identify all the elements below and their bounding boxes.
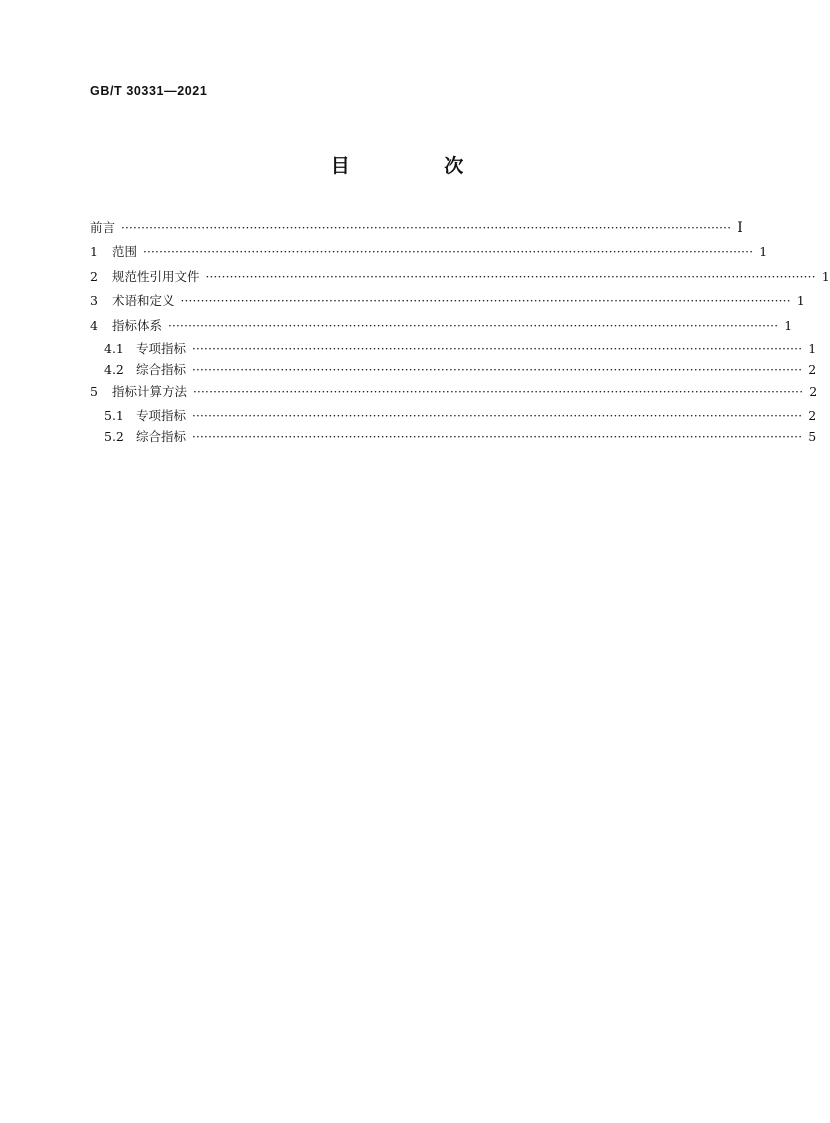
- table-of-contents: [90, 216, 830, 447]
- toc-page-number: 2: [808, 407, 817, 423]
- toc-entry-label: 指标体系: [112, 317, 163, 333]
- toc-page-number: 5: [808, 428, 817, 444]
- toc-leader-dots: ························································································································································: [205, 269, 816, 284]
- toc-entry-1[interactable]: [90, 240, 768, 265]
- toc-entry-number: 4.1: [104, 341, 124, 356]
- page-title: 目 次: [330, 155, 508, 177]
- toc-page-number: 1: [808, 341, 817, 356]
- toc-leader-dots: ························································································································································: [121, 221, 732, 235]
- toc-page-number: 1: [759, 244, 768, 259]
- toc-entry-label: 综合指标: [136, 362, 187, 377]
- toc-entry-5[interactable]: [90, 380, 818, 405]
- toc-page-number: 2: [808, 362, 817, 377]
- toc-page-number: 1: [796, 293, 805, 308]
- toc-entry-label: 专项指标: [136, 407, 187, 423]
- toc-entry-label: 术语和定义: [112, 293, 175, 308]
- toc-entry-label: 前言: [90, 220, 116, 235]
- toc-entry-foreword[interactable]: [90, 216, 743, 240]
- toc-entry-number: 5.2: [104, 428, 124, 444]
- toc-entry-label: 指标计算方法: [112, 384, 188, 399]
- toc-leader-dots: ························································································································································: [192, 363, 803, 377]
- toc-entry-4[interactable]: [90, 314, 793, 339]
- toc-page-number: 2: [809, 384, 818, 399]
- toc-leader-dots: ························································································································································: [192, 342, 803, 356]
- toc-leader-dots: ························································································································································: [168, 318, 779, 333]
- toc-entry-5-2[interactable]: [90, 426, 817, 447]
- toc-entry-number: 1: [90, 244, 98, 259]
- toc-page-number: 1: [784, 317, 793, 333]
- toc-page-number: 1: [821, 268, 830, 284]
- toc-entry-label: 规范性引用文件: [112, 268, 200, 284]
- toc-leader-dots: ························································································································································: [143, 245, 754, 259]
- toc-entry-label: 综合指标: [136, 428, 187, 444]
- toc-entry-number: 5: [90, 384, 98, 399]
- toc-entry-number: 4: [90, 317, 98, 333]
- standard-code: GB/T 30331—2021: [90, 84, 208, 98]
- toc-leader-dots: ························································································································································: [180, 294, 791, 308]
- toc-entry-label: 范围: [112, 244, 138, 259]
- toc-entry-label: 专项指标: [136, 341, 187, 356]
- toc-entry-5-1[interactable]: [90, 405, 817, 426]
- toc-entry-number: 5.1: [104, 407, 124, 423]
- toc-entry-4-2[interactable]: [90, 359, 817, 380]
- toc-entry-number: 4.2: [104, 362, 124, 377]
- toc-leader-dots: ························································································································································: [192, 408, 803, 423]
- toc-leader-dots: ························································································································································: [193, 385, 804, 399]
- toc-leader-dots: ························································································································································: [192, 429, 803, 444]
- toc-page-number: Ⅰ: [737, 220, 743, 236]
- toc-entry-number: 2: [90, 268, 98, 284]
- toc-entry-2[interactable]: [90, 265, 830, 290]
- toc-entry-4-1[interactable]: [90, 338, 817, 359]
- toc-entry-number: 3: [90, 293, 98, 308]
- toc-entry-3[interactable]: [90, 289, 805, 314]
